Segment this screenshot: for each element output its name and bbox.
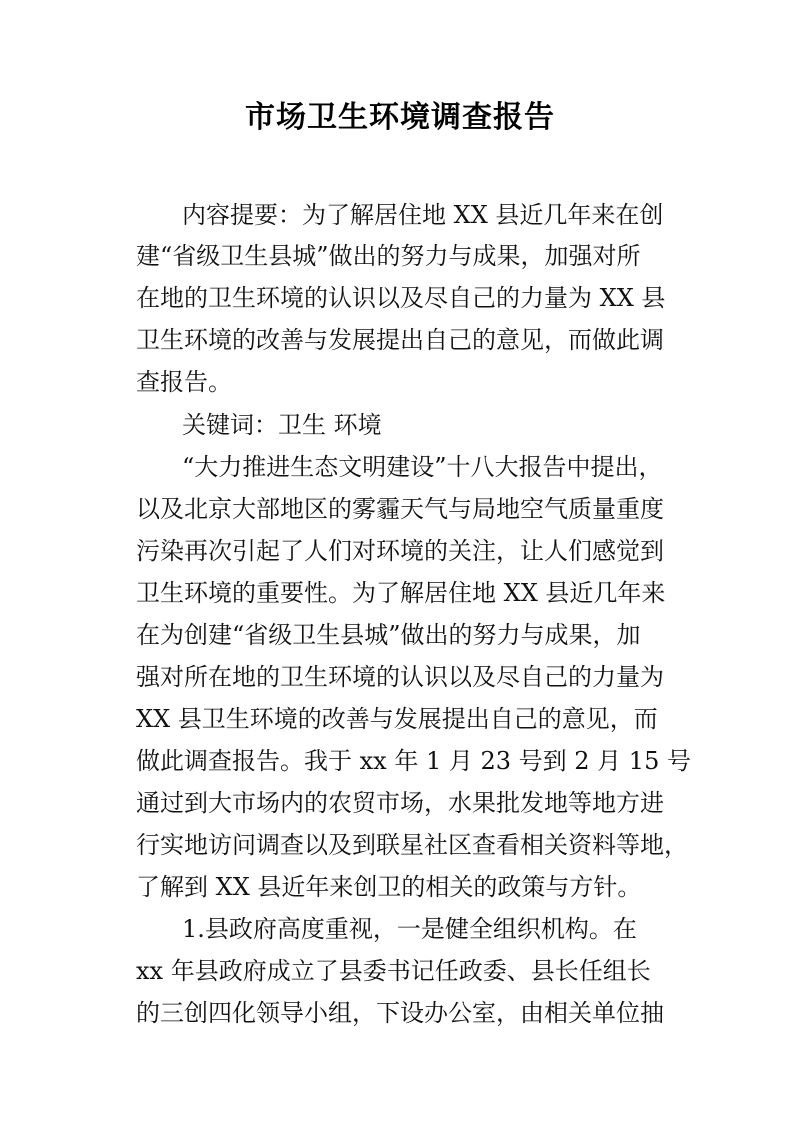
abstract-line: 建“省级卫生县城”做出的努力与成果，加强对所: [136, 242, 641, 270]
numbered-paragraph-line: 1.县政府高度重视，一是健全组织机构。在: [182, 915, 637, 943]
body-line: 在为创建“省级卫生县城”做出的努力与成果，加: [136, 621, 641, 649]
body-line: 做此调查报告。我于 xx 年 1 月 23 号到 2 月 15 号: [136, 747, 691, 775]
body-line: 的三创四化领导小组，下设办公室，由相关单位抽: [136, 999, 664, 1027]
body-line: 卫生环境的重要性。为了解居住地 XX 县近几年来: [136, 579, 666, 607]
body-line: 通过到大市场内的农贸市场，水果批发地等地方进: [136, 789, 664, 817]
abstract-line: 卫生环境的改善与发展提出自己的意见，而做此调: [136, 326, 664, 354]
abstract-line: 查报告。: [136, 368, 232, 396]
keywords-line: 关键词：卫生 环境: [182, 411, 382, 439]
body-line: 了解到 XX 县近年来创卫的相关的政策与方针。: [136, 873, 642, 901]
document-title: 市场卫生环境调查报告: [245, 100, 555, 135]
abstract-line: 在地的卫生环境的认识以及尽自己的力量为 XX 县: [136, 284, 666, 312]
body-line: xx 年县政府成立了县委书记任政委、县长任组长: [136, 957, 651, 985]
abstract-line: 内容提要：为了解居住地 XX 县近几年来在创: [182, 201, 664, 229]
body-line: 行实地访问调查以及到联星社区查看相关资料等地，: [136, 831, 688, 859]
body-line: XX 县卫生环境的改善与发展提出自己的意见，而: [136, 705, 658, 733]
body-line: 以及北京大部地区的雾霾天气与局地空气质量重度: [136, 495, 664, 523]
body-line: 污染再次引起了人们对环境的关注，让人们感觉到: [136, 537, 664, 565]
body-line: 强对所在地的卫生环境的认识以及尽自己的力量为: [136, 663, 664, 691]
body-line: “大力推进生态文明建设”十八大报告中提出，: [182, 453, 663, 481]
